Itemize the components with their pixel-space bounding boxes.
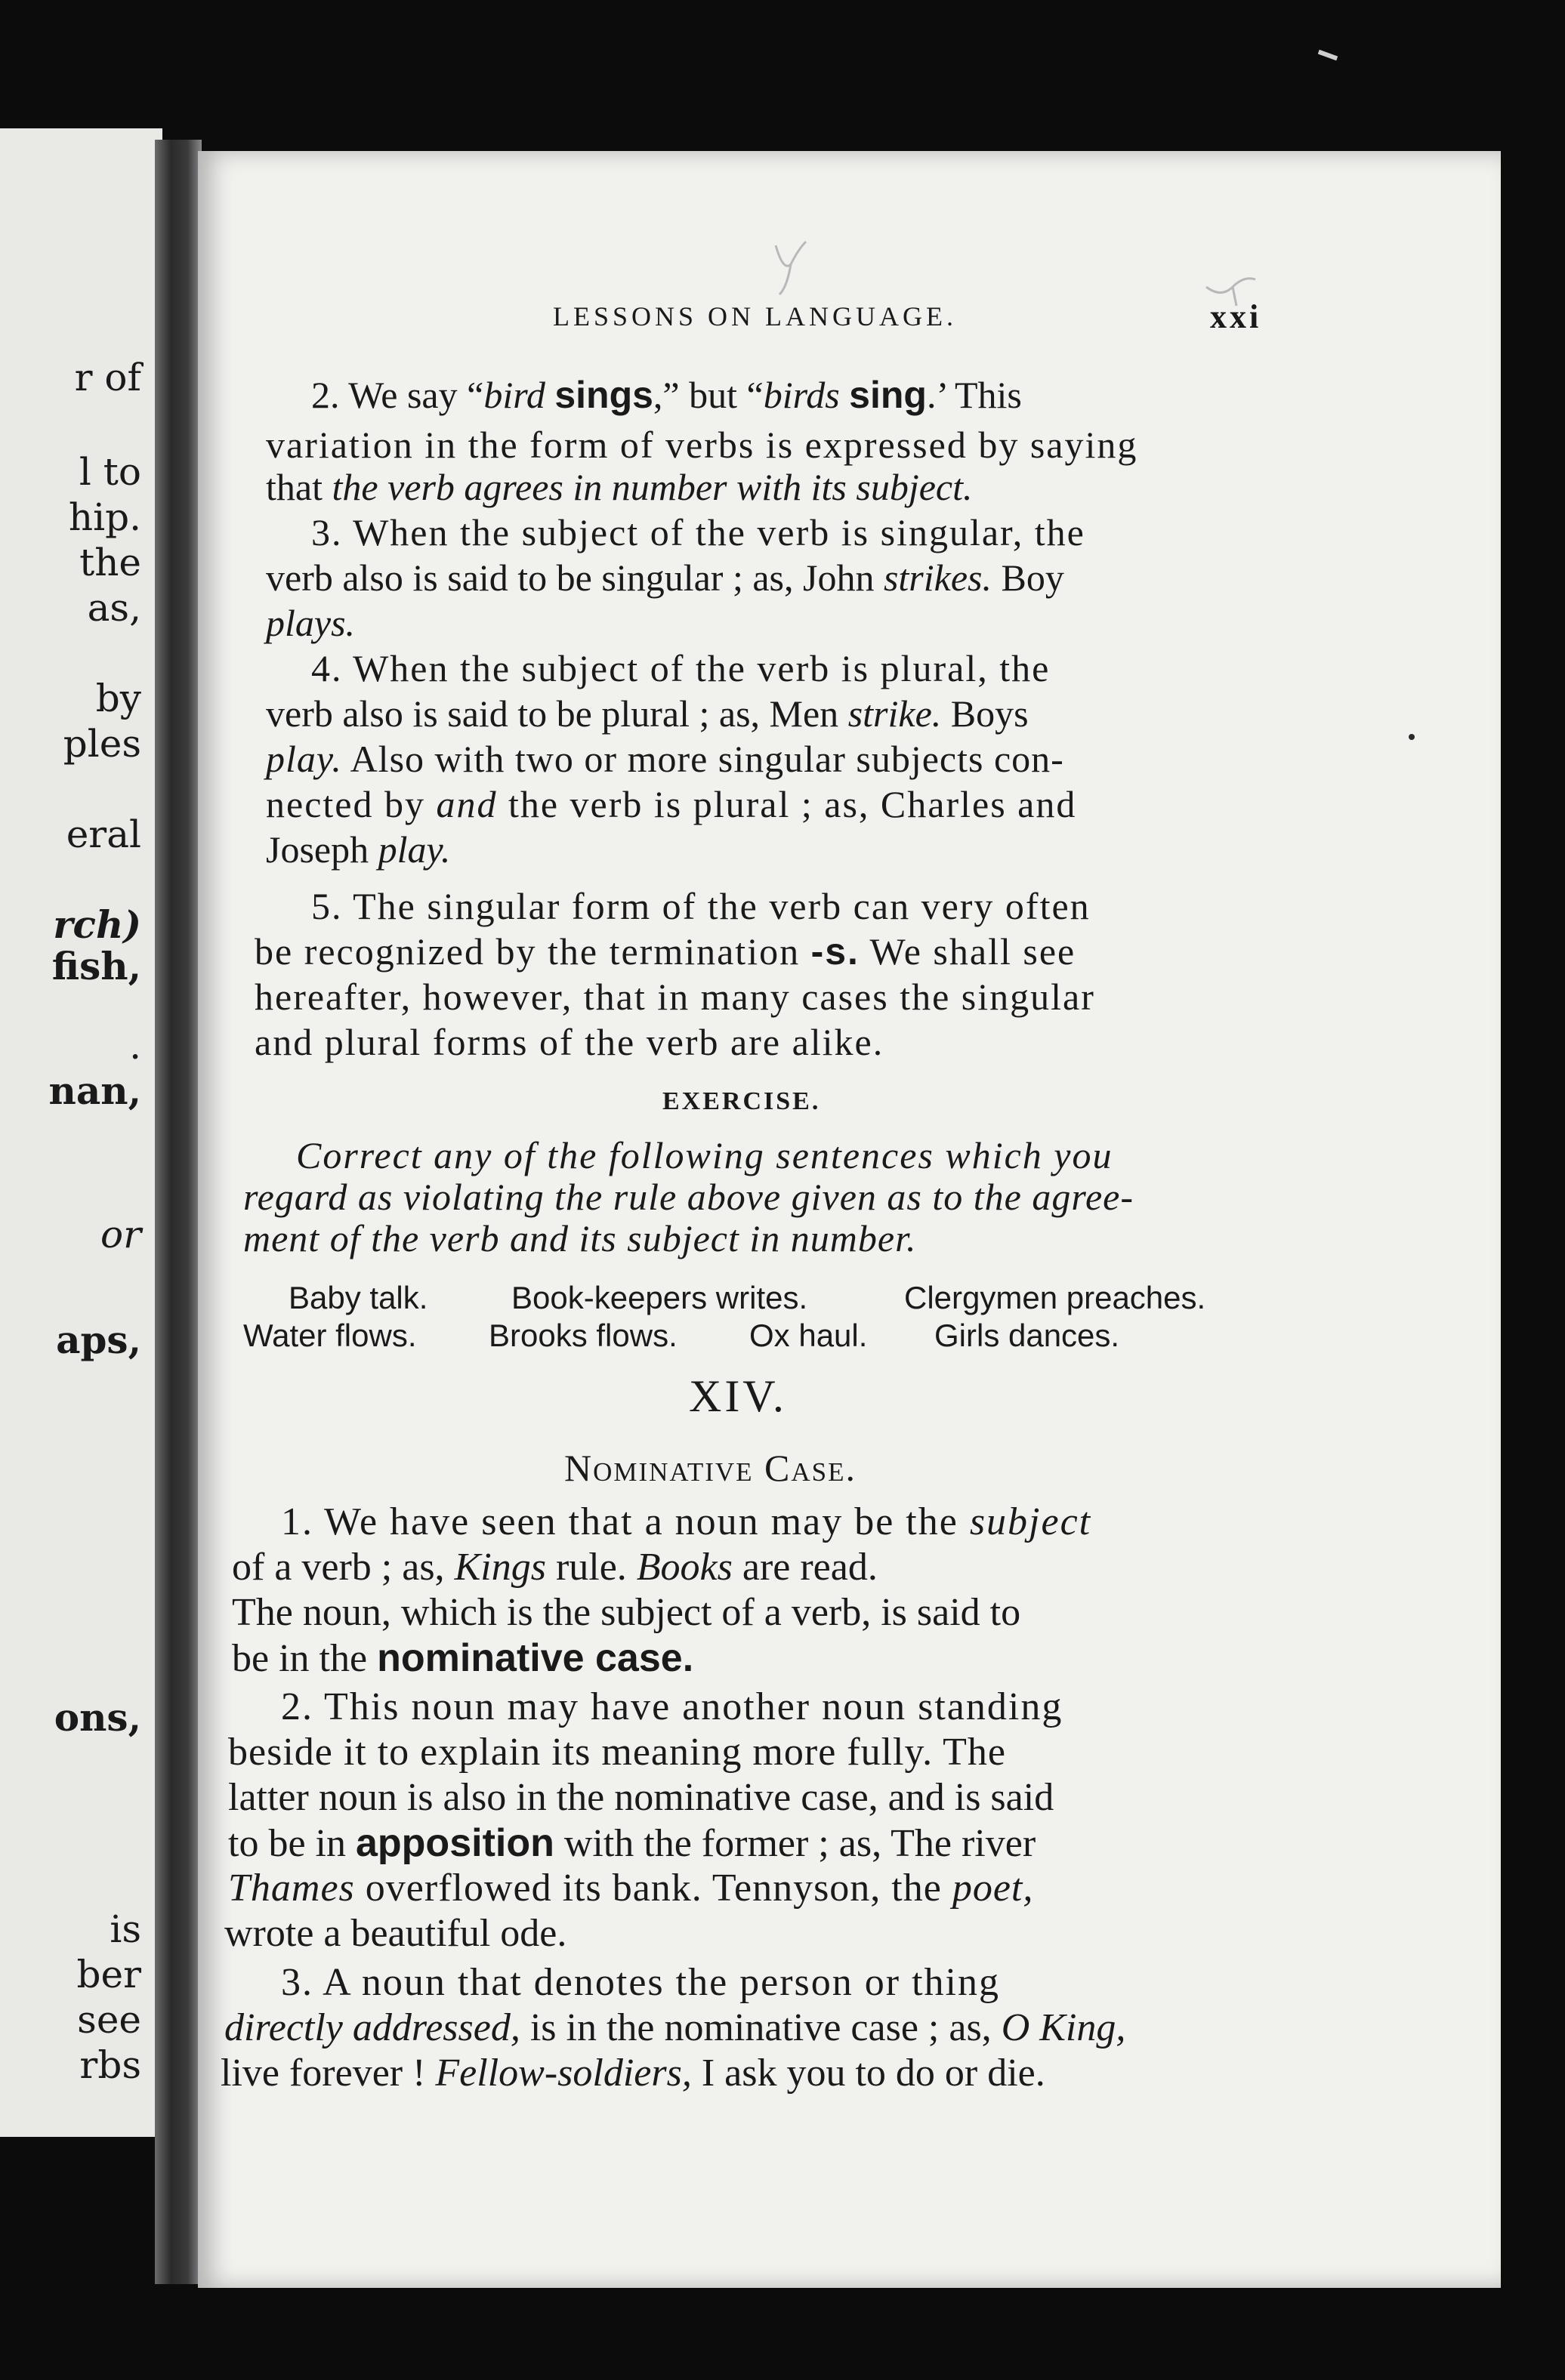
exercise-instruction: ment of the verb and its subject in number. xyxy=(243,1217,917,1259)
left-fragment: . xyxy=(129,1024,141,1068)
body-line: 4. When the subject of the verb is plural, the xyxy=(311,647,1051,689)
exercise-sentence: Brooks flows. xyxy=(489,1318,678,1353)
left-fragment: eral xyxy=(66,812,141,856)
pencil-mark xyxy=(1202,264,1263,313)
running-header: LESSONS ON LANGUAGE. xyxy=(553,301,958,331)
body-line: live forever ! Fellow-soldiers, I ask you to do or die. xyxy=(221,2052,1045,2095)
body-line: verb also is said to be plural ; as, Men strike. Boys xyxy=(266,692,1029,735)
body-line: of a verb ; as, Kings rule. Books are read. xyxy=(232,1546,878,1589)
body-line: 3. A noun that denotes the person or thing xyxy=(281,1961,1001,2004)
page-number: xxi xyxy=(1210,298,1262,335)
left-fragment: rbs xyxy=(79,2043,141,2087)
exercise-sentence: Girls dances. xyxy=(934,1318,1120,1353)
body-line: be recognized by the termination -s. We shall see xyxy=(255,930,1076,973)
body-line: plays. xyxy=(266,602,356,644)
left-fragment: fish, xyxy=(51,944,141,988)
body-line: play. Also with two or more singular subjects con- xyxy=(266,738,1064,780)
left-fragment: hip. xyxy=(68,495,141,539)
body-line: nected by and the verb is plural ; as, Charles and xyxy=(266,783,1077,825)
left-fragment: ons, xyxy=(54,1695,141,1740)
body-line: to be in apposition with the former ; as, The river xyxy=(228,1821,1036,1865)
exercise-instruction: Correct any of the following sentences which you xyxy=(296,1134,1113,1176)
book-gutter xyxy=(155,140,202,2284)
body-line: Thames overflowed its bank. Tennyson, the poet, xyxy=(228,1867,1034,1910)
left-fragment: aps, xyxy=(56,1318,141,1362)
scan-artifact xyxy=(1318,50,1338,61)
left-fragment: is xyxy=(110,1907,141,1951)
section-numeral: XIV. xyxy=(689,1371,787,1421)
body-line: 2. This noun may have another noun standing xyxy=(281,1685,1063,1728)
body-line: 2. We say “bird sings,” but “birds sing.’ This xyxy=(311,374,1022,416)
left-fragment: the xyxy=(79,541,141,584)
exercise-row xyxy=(198,1318,1501,1355)
left-fragment: see xyxy=(77,1998,141,2042)
left-fragment: r of xyxy=(74,356,141,399)
exercise-sentence: Baby talk. xyxy=(289,1280,428,1315)
exercise-sentence: Ox haul. xyxy=(749,1318,868,1353)
section-title: Nominative Case. xyxy=(564,1447,857,1489)
body-line: 3. When the subject of the verb is singular, the xyxy=(311,511,1085,553)
left-fragment: nan, xyxy=(48,1068,141,1113)
body-line: The noun, which is the subject of a verb, is said to xyxy=(232,1591,1021,1634)
body-line: hereafter, however, that in many cases the singular xyxy=(255,976,1095,1018)
exercise-sentence: Water flows. xyxy=(243,1318,417,1353)
body-line: variation in the form of verbs is expressed by saying xyxy=(266,424,1138,466)
book-page xyxy=(198,151,1501,2288)
exercise-sentence: Clergymen preaches. xyxy=(904,1280,1206,1315)
body-line: wrote a beautiful ode. xyxy=(224,1912,567,1955)
body-line: 5. The singular form of the verb can very often xyxy=(311,885,1091,927)
exercise-heading: EXERCISE. xyxy=(662,1087,821,1115)
left-fragment: rch) xyxy=(53,902,141,947)
exercise-sentence: Book-keepers writes. xyxy=(511,1280,808,1315)
exercise-instruction: regard as violating the rule above given as to the agree- xyxy=(243,1176,1134,1218)
left-fragment: l to xyxy=(79,450,141,494)
left-fragment: as, xyxy=(87,586,141,630)
left-fragment: ples xyxy=(63,722,141,766)
left-fragment: or xyxy=(100,1213,141,1256)
left-fragment: ber xyxy=(76,1953,141,1996)
exercise-row xyxy=(198,1280,1501,1318)
body-line: Joseph play. xyxy=(266,828,451,871)
body-line: beside it to explain its meaning more fully. The xyxy=(228,1731,1007,1774)
body-line: be in the nominative case. xyxy=(232,1636,694,1680)
body-line: that the verb agrees in number with its subject. xyxy=(266,466,973,508)
body-line: and plural forms of the verb are alike. xyxy=(255,1021,884,1063)
left-fragment: by xyxy=(95,677,141,720)
body-line: directly addressed, is in the nominative case ; as, O King, xyxy=(224,2006,1126,2049)
body-line: verb also is said to be singular ; as, John strikes. Boy xyxy=(266,556,1064,599)
scan-artifact xyxy=(1409,734,1415,740)
body-line: 1. We have seen that a noun may be the subject xyxy=(281,1500,1092,1543)
body-line: latter noun is also in the nominative case, and is said xyxy=(228,1776,1054,1819)
previous-page-fragment xyxy=(0,128,162,2137)
pencil-mark xyxy=(768,234,813,305)
